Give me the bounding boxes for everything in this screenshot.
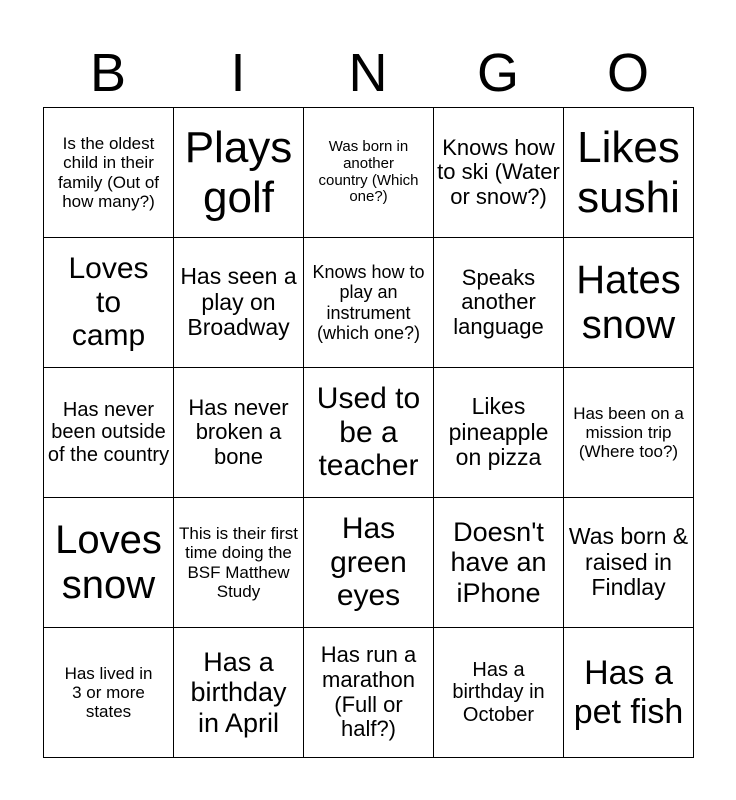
bingo-cell[interactable]: Has lived in 3 or more states	[44, 628, 174, 758]
header-letter-b: B	[89, 43, 127, 103]
header-letter-o: O	[606, 43, 649, 103]
bingo-cell[interactable]: Likes sushi	[564, 108, 694, 238]
bingo-row	[44, 108, 694, 238]
bingo-cell[interactable]: Used to be a teacher	[304, 368, 434, 498]
bingo-cell[interactable]: Was born in another country (Which one?)	[304, 108, 434, 238]
header-letter-g: G	[476, 43, 519, 103]
bingo-cell[interactable]: Knows how to play an instrument (which one?)	[304, 238, 434, 368]
header-letter-n: N	[348, 43, 388, 103]
bingo-cell[interactable]: Has a birthday in April	[174, 628, 304, 758]
bingo-cell[interactable]: This is their first time doing the BSF Matthew Study	[174, 498, 304, 628]
bingo-cell[interactable]: Has a birthday in October	[434, 628, 564, 758]
bingo-cell[interactable]: Has run a marathon (Full or half?)	[304, 628, 434, 758]
bingo-cell[interactable]: Has been on a mission trip (Where too?)	[564, 368, 694, 498]
bingo-cell[interactable]: Doesn't have an iPhone	[434, 498, 564, 628]
bingo-cell[interactable]: Has never been outside of the country	[44, 368, 174, 498]
bingo-cell[interactable]: Has a pet fish	[564, 628, 694, 758]
bingo-cell[interactable]: Knows how to ski (Water or snow?)	[434, 108, 564, 238]
bingo-cell[interactable]: Likes pineapple on pizza	[434, 368, 564, 498]
bingo-cell[interactable]: Loves snow	[44, 498, 174, 628]
bingo-cell[interactable]: Hates snow	[564, 238, 694, 368]
bingo-cell[interactable]: Loves to camp	[44, 238, 174, 368]
bingo-cell[interactable]: Plays golf	[174, 108, 304, 238]
bingo-cell[interactable]: Was born & raised in Findlay	[564, 498, 694, 628]
bingo-header	[43, 40, 693, 106]
bingo-cell[interactable]: Is the oldest child in their family (Out of how many?)	[44, 108, 174, 238]
bingo-grid	[43, 107, 694, 758]
bingo-row	[44, 498, 694, 628]
bingo-cell[interactable]: Has seen a play on Broadway	[174, 238, 304, 368]
bingo-row	[44, 238, 694, 368]
bingo-cell[interactable]: Has never broken a bone	[174, 368, 304, 498]
bingo-row	[44, 628, 694, 758]
header-letter-i: I	[230, 43, 246, 103]
bingo-row	[44, 368, 694, 498]
bingo-cell[interactable]: Has green eyes	[304, 498, 434, 628]
bingo-cell[interactable]: Speaks another language	[434, 238, 564, 368]
